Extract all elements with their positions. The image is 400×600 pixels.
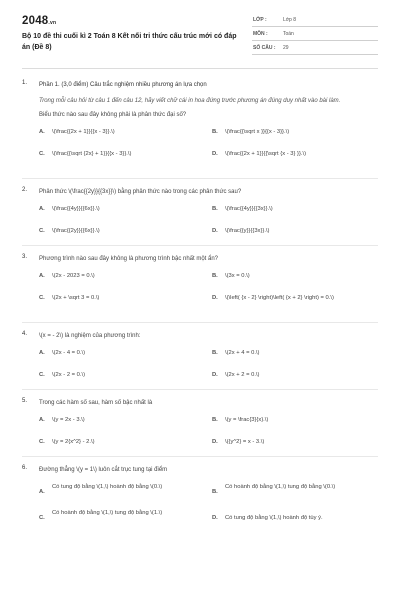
option-text: \(\frac{{4y}}{{6x}}.\): [52, 206, 100, 212]
options-grid: [39, 349, 378, 382]
question-6: [22, 465, 378, 531]
option-letter: D.: [212, 295, 218, 301]
question-number: 3.: [22, 254, 28, 260]
question-divider: [22, 389, 378, 390]
option-text: Có hoành độ bằng \(1,\) tung độ bằng \(1.\): [52, 510, 163, 516]
option-text: \(2x - 2 = 0.\): [52, 372, 86, 378]
question-divider: [22, 245, 378, 246]
option-b[interactable]: [212, 416, 372, 438]
option-b[interactable]: [212, 272, 372, 294]
question-1: [22, 80, 378, 172]
options-grid: [39, 128, 378, 161]
option-text: \(\frac{{2y}}{{6x}}.\): [52, 228, 100, 234]
option-c[interactable]: [39, 438, 212, 449]
option-c[interactable]: [39, 150, 212, 161]
question-number: 4.: [22, 331, 28, 337]
option-c[interactable]: [39, 294, 212, 305]
option-text: \(2x + \sqrt 3 = 0.\): [52, 295, 100, 301]
option-text: \(y = 2x - 3.\): [52, 417, 85, 423]
meta-value: 29: [283, 45, 289, 51]
logo-text: 2048: [22, 15, 49, 27]
option-letter: B.: [212, 273, 218, 279]
question-4: [22, 331, 378, 383]
option-letter: B.: [212, 129, 218, 135]
option-text: Có tung độ bằng \(1,\) hoành độ bằng \(0.\): [52, 484, 163, 490]
option-text: \(y = \frac{3}{x}.\): [225, 417, 269, 423]
option-letter: A.: [39, 129, 45, 135]
document-title: Bộ 10 đề thi cuối kì 2 Toán 8 Kết nối tri thức cấu trúc mới có đáp án (Đề 8): [22, 33, 237, 51]
options-grid: [39, 483, 378, 533]
option-text: Có tung độ bằng \(1,\) hoành độ tùy ý.: [225, 515, 323, 521]
option-a[interactable]: [39, 128, 212, 150]
question-stem: Phương trình nào sau đây không là phương trình bậc nhất một ẩn?: [39, 256, 219, 262]
options-grid: [39, 205, 378, 238]
option-c[interactable]: [39, 509, 212, 533]
option-text: \(\frac{{2x + 1}}{{x - 3}}.\): [52, 129, 115, 135]
option-d[interactable]: [212, 227, 372, 238]
option-letter: D.: [212, 151, 218, 157]
option-text: \(\frac{{\sqrt {2x} + 1}}{{x - 3}}.\): [52, 151, 132, 157]
option-c[interactable]: [39, 227, 212, 238]
option-letter: C.: [39, 372, 45, 378]
option-d[interactable]: [212, 509, 372, 533]
question-stem: \(x = - 2\) là nghiệm của phương trình:: [39, 333, 141, 339]
meta-label: SỐ CÂU :: [253, 45, 276, 51]
options-grid: [39, 272, 378, 305]
option-a[interactable]: [39, 272, 212, 294]
option-text: \(\frac{{y}}{{3x}}.\): [225, 228, 270, 234]
option-d[interactable]: [212, 294, 372, 305]
question-5: [22, 398, 378, 450]
option-letter: C.: [39, 228, 45, 234]
option-letter: C.: [39, 151, 45, 157]
option-letter: A.: [39, 350, 45, 356]
meta-label: LỚP :: [253, 17, 267, 23]
page-header: [0, 0, 400, 68]
question-divider: [22, 456, 378, 457]
part-instructions: Trong mỗi câu hỏi từ câu 1 đến câu 12, hãy viết chữ cái in hoa đứng trước phương án đúng duy nhất vào bài làm.: [39, 98, 341, 104]
question-number: 2.: [22, 187, 28, 193]
option-c[interactable]: [39, 371, 212, 382]
option-a[interactable]: [39, 205, 212, 227]
question-stem: Trong các hàm số sau, hàm số bậc nhất là: [39, 400, 153, 406]
option-b[interactable]: [212, 349, 372, 371]
option-letter: D.: [212, 372, 218, 378]
question-number: 1.: [22, 80, 28, 86]
option-b[interactable]: [212, 483, 372, 509]
question-divider: [22, 322, 378, 323]
option-text: \(\frac{{4y}}{{3x}}.\): [225, 206, 273, 212]
meta-value: Toán: [283, 31, 294, 37]
option-text: \(2x + 4 = 0.\): [225, 350, 260, 356]
option-d[interactable]: [212, 371, 372, 382]
option-letter: A.: [39, 489, 45, 495]
option-text: \(y = 2{x^2} - 2.\): [52, 439, 95, 445]
logo-suffix: .vn: [48, 20, 57, 26]
question-stem: Phân thức \(\frac{{2y}}{{3x}}\) bằng phân thức nào trong các phân thức sau?: [39, 189, 242, 195]
option-letter: C.: [39, 515, 45, 521]
option-letter: B.: [212, 417, 218, 423]
option-letter: C.: [39, 295, 45, 301]
question-divider: [22, 178, 378, 179]
option-a[interactable]: [39, 349, 212, 371]
meta-value: Lớp 8: [283, 17, 297, 23]
question-list: [0, 80, 400, 531]
option-text: \(2x + 2 = 0.\): [225, 372, 260, 378]
part-heading: Phần 1. (3,0 điểm) Câu trắc nghiệm nhiều phương án lựa chọn: [39, 82, 207, 88]
option-b[interactable]: [212, 128, 372, 150]
option-letter: C.: [39, 439, 45, 445]
meta-row-class: [252, 13, 378, 27]
option-letter: A.: [39, 206, 45, 212]
question-stem: Đường thẳng \(y = 1\) luôn cắt trục tung tại điểm: [39, 467, 168, 473]
option-letter: B.: [212, 350, 218, 356]
option-letter: B.: [212, 489, 218, 495]
option-d[interactable]: [212, 150, 372, 161]
option-letter: D.: [212, 515, 218, 521]
option-d[interactable]: [212, 438, 372, 449]
option-b[interactable]: [212, 205, 372, 227]
question-2: [22, 187, 378, 239]
question-stem: Biểu thức nào sau đây không phải là phân thức đại số?: [39, 112, 187, 118]
header-divider: [22, 68, 378, 69]
option-text: \(3x = 0.\): [225, 273, 250, 279]
question-number: 6.: [22, 465, 28, 471]
meta-table: [252, 13, 378, 55]
option-letter: A.: [39, 417, 45, 423]
option-a[interactable]: [39, 483, 212, 509]
option-text: \(\left( {x - 2} \right)\left( {x + 2} \right) = 0.\): [225, 295, 334, 301]
option-text: \(2x - 2023 = 0.\): [52, 273, 95, 279]
question-3: [22, 254, 378, 316]
option-letter: B.: [212, 206, 218, 212]
question-number: 5.: [22, 398, 28, 404]
option-a[interactable]: [39, 416, 212, 438]
option-letter: A.: [39, 273, 45, 279]
options-grid: [39, 416, 378, 449]
option-text: \(2x - 4 = 0.\): [52, 350, 86, 356]
option-text: \(\frac{{2x + 1}}{{\sqrt {x - 3} }}.\): [225, 151, 307, 157]
option-text: Có hoành độ bằng \(1,\) tung độ bằng \(0.\): [225, 484, 336, 490]
option-letter: D.: [212, 228, 218, 234]
meta-row-count: [252, 41, 378, 55]
option-text: \(\frac{{\sqrt x }}{{x - 3}}.\): [225, 129, 290, 135]
meta-row-subject: [252, 27, 378, 41]
option-text: \({y^2} = x - 3.\): [225, 439, 265, 445]
option-letter: D.: [212, 439, 218, 445]
site-logo[interactable]: [22, 15, 56, 27]
meta-label: MÔN :: [253, 31, 268, 37]
